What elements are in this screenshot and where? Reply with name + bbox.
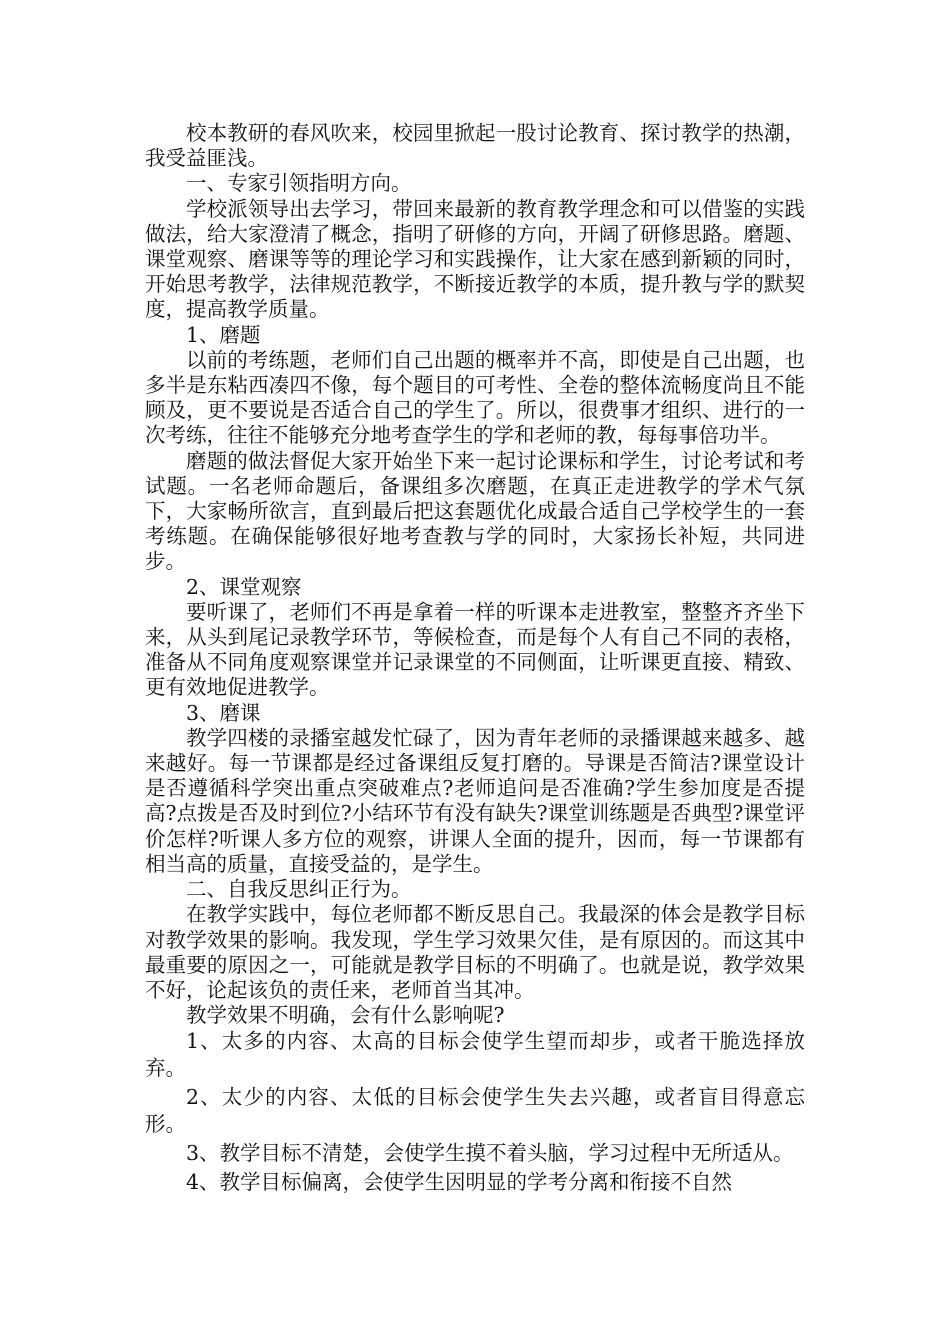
body-paragraph: 学校派领导出去学习，带回来最新的教育教学理念和可以借鉴的实践做法，给大家澄清了概念，指明了研修的方向，开阔了研修思路。磨题、课堂观察、磨课等等的理论学习和实践操作，让大家在感到新颖的同时，开始思考教学，法律规范教学，不断接近教学的本质，提升教与学的默契度，提高教学质量。: [145, 196, 805, 322]
subheading-mo-ke: 3、磨课: [186, 700, 261, 725]
list-item: 1、太多的内容、太高的目标会使学生望而却步，或者干脆选择放弃。: [145, 1029, 805, 1081]
body-paragraph: 磨题的做法督促大家开始坐下来一起讨论课标和学生，讨论考试和考试题。一名老师命题后，备课组多次磨题，在真正走进教学的学术气氛下，大家畅所欲言，直到最后把这套题优化成最合适自己学校学生的一套考练题。在确保能够很好地考查教与学的同时，大家扬长补短，共同进步。: [145, 448, 805, 574]
section-heading-2: 二、自我反思纠正行为。: [186, 877, 412, 902]
section-heading-1: 一、专家引领指明方向。: [186, 171, 412, 196]
intro-paragraph: 校本教研的春风吹来，校园里掀起一股讨论教育、探讨教学的热潮，我受益匪浅。: [145, 121, 805, 171]
body-paragraph: 教学四楼的录播室越发忙碌了，因为青年老师的录播课越来越多、越来越好。每一节课都是经过备课组反复打磨的。导课是否简洁?课堂设计是否遵循科学突出重点突破难点?老师追问是否准确?学生参加度是否提高?点拨是否及时到位?小结环节有没有缺失?课堂训练题是否典型?课堂评价怎样?听课人多方位的观察，讲课人全面的提升，因而，每一节课都有相当高的质量，直接受益的，是学生。: [145, 725, 805, 876]
list-item: 2、太少的内容、太低的目标会使学生失去兴趣，或者盲目得意忘形。: [145, 1085, 805, 1137]
body-paragraph: 在教学实践中，每位老师都不断反思自己。我最深的体会是教学目标对教学效果的影响。我发现，学生学习效果欠佳，是有原因的。而这其中最重要的原因之一，可能就是教学目标的不明确了。也就是说，教学效果不好，论起该负的责任来，老师首当其冲。: [145, 902, 805, 1002]
subheading-mo-ti: 1、磨题: [186, 322, 261, 347]
document-body: [145, 121, 805, 1198]
question-paragraph: 教学效果不明确，会有什么影响呢?: [186, 1003, 505, 1028]
body-paragraph: 要听课了，老师们不再是拿着一样的听课本走进教室，整整齐齐坐下来，从头到尾记录教学环节，等候检查，而是每个人有自己不同的表格，准备从不同角度观察课堂并记录课堂的不同侧面，让听课更直接、精致、更有效地促进教学。: [145, 599, 805, 700]
body-paragraph: 以前的考练题，老师们自己出题的概率并不高，即使是自己出题，也多半是东粘西凑四不像，每个题目的可考性、全卷的整体流畅度尚且不能顾及，更不要说是否适合自己的学生了。所以，很费事才组织、进行的一次考练，往往不能够充分地考查学生的学和老师的教，每每事倍功半。: [145, 347, 805, 448]
list-item: 4、教学目标偏离，会使学生因明显的学考分离和衔接不自然: [186, 1170, 733, 1195]
subheading-classroom-observation: 2、课堂观察: [186, 574, 302, 599]
list-item: 3、教学目标不清楚，会使学生摸不着头脑，学习过程中无所适从。: [186, 1141, 794, 1166]
